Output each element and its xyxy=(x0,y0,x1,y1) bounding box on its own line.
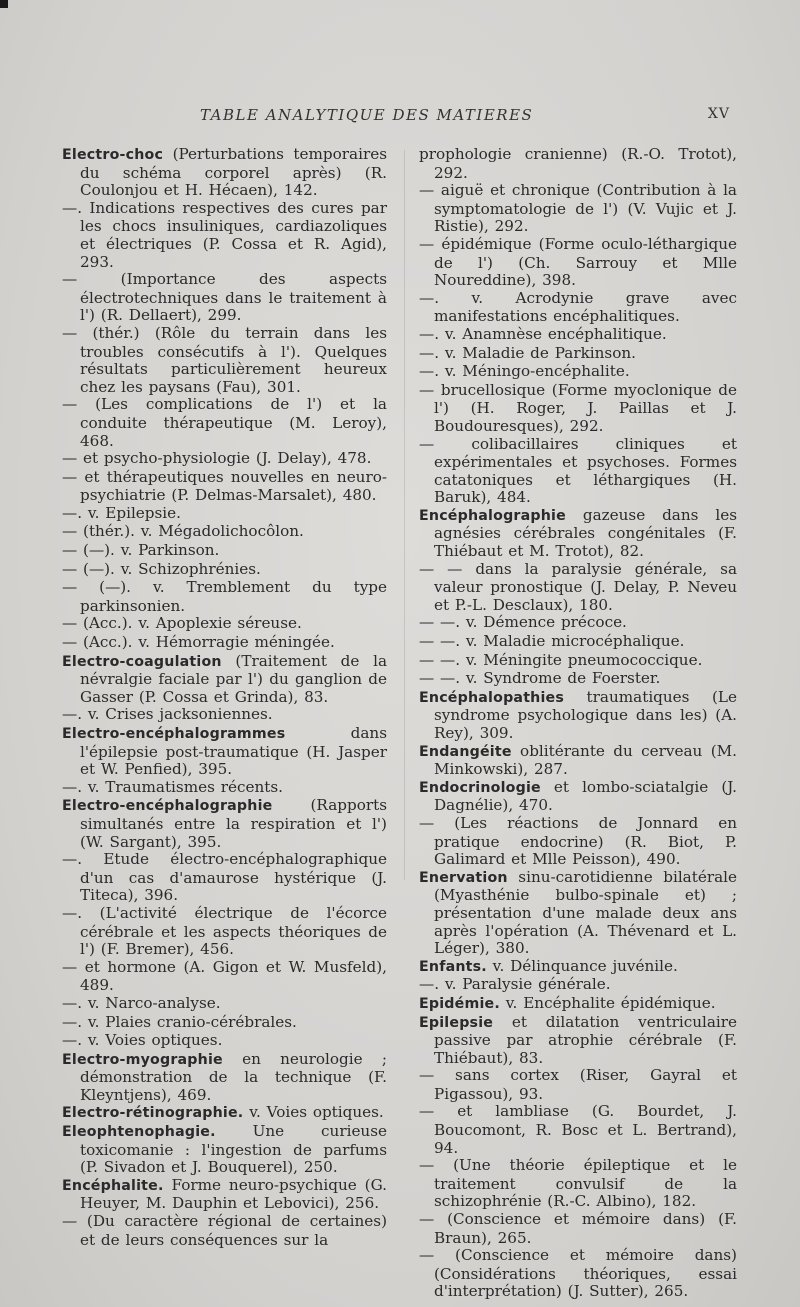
entry-heading: Epidémie. xyxy=(419,995,500,1012)
index-entry xyxy=(62,505,387,524)
entry-heading: Electro-rétinographie. xyxy=(62,1105,244,1122)
entry-heading: Encéphalite. xyxy=(62,1177,164,1194)
entry-text: — aiguë et chronique (Contribution à la symptomatologie de l') (V. Vujic et J. Ristie), 292. xyxy=(419,181,737,236)
entry-text: — (—). v. Tremblement du type parkinsonien. xyxy=(62,578,387,615)
index-entry xyxy=(419,689,737,743)
index-entry xyxy=(62,905,387,959)
entry-text: —. v. Acrodynie grave avec manifestations encéphalitiques. xyxy=(419,288,737,326)
entry-text: traumatiques (Le syndrome psychologique dans les) (A. Rey), 309. xyxy=(434,687,737,742)
index-entry xyxy=(419,326,737,345)
entry-text: Forme neuro-psychique (G. Heuyer, M. Dauphin et Lebovici), 256. xyxy=(80,1175,387,1213)
index-entry xyxy=(419,1211,737,1247)
index-entry xyxy=(419,345,737,364)
index-entry xyxy=(419,382,737,436)
entry-text: (Traitement de la névralgie faciale par l') du ganglion de Gasser (P. Cossa et Grinda), 83. xyxy=(80,651,387,706)
index-entry xyxy=(419,1014,737,1068)
entry-heading: Endangéite xyxy=(419,743,512,760)
index-entry xyxy=(419,236,737,290)
index-entry xyxy=(62,634,387,653)
entry-text: —. (L'activité électrique de l'écorce cérébrale et les aspects théoriques de l') (F. Bremer), 456. xyxy=(62,903,387,959)
index-entry xyxy=(419,670,737,689)
entry-text: —. v. Epilepsie. xyxy=(62,503,181,522)
entry-text: — —. v. Maladie microcéphalique. xyxy=(419,632,685,651)
entry-heading: Eleophtenophagie. xyxy=(62,1124,216,1141)
entry-text: —. v. Traumatismes récents. xyxy=(62,777,283,796)
index-entry xyxy=(419,561,737,615)
entry-heading: Electro-choc xyxy=(62,147,164,163)
entry-heading: Electro-coagulation xyxy=(62,653,222,670)
index-entry xyxy=(62,995,387,1014)
entry-text: — (Importance des aspects électrotechniques dans le traitement à l') (R. Dellaert), 299. xyxy=(62,270,387,325)
index-entry xyxy=(62,1051,387,1105)
entry-text: — —. v. Méningite pneumococcique. xyxy=(419,650,703,669)
index-entry xyxy=(419,1103,737,1157)
entry-text: et dilatation ventriculaire passive par atrophie cérébrale (F. Thiébaut), 83. xyxy=(434,1012,737,1067)
index-entry xyxy=(62,706,387,725)
index-entry xyxy=(419,779,737,815)
index-entry xyxy=(62,797,387,851)
entry-text: —. v. Narco-analyse. xyxy=(62,993,221,1012)
index-entry xyxy=(419,652,737,671)
index-entry xyxy=(62,271,387,325)
index-entry xyxy=(62,200,387,271)
entry-text: — et thérapeutiques nouvelles en neuro-psychiatrie (P. Delmas-Marsalet), 480. xyxy=(62,467,387,505)
entry-text: oblitérante du cerveau (M. Minkowski), 287. xyxy=(434,741,737,779)
entry-text: —. v. Méningo-encéphalite. xyxy=(419,362,630,381)
entry-heading: Electro-myographie xyxy=(62,1051,223,1068)
index-entry xyxy=(62,146,387,200)
index-entry xyxy=(419,146,737,182)
entry-text: —. Etude électro-encéphalographique d'un cas d'amaurose hystérique (J. Titeca), 396. xyxy=(62,850,387,905)
entry-text: —. v. Plaies cranio-cérébrales. xyxy=(62,1012,297,1031)
entry-text: — sans cortex (Riser, Gayral et Pigassou), 93. xyxy=(419,1066,737,1103)
scan-corner-mark xyxy=(0,0,8,8)
entry-text: (Rapports simultanés entre la respiration et l') (W. Sargant), 395. xyxy=(80,796,387,851)
index-entry xyxy=(62,396,387,450)
index-column-left xyxy=(62,146,387,1249)
index-entry xyxy=(62,653,387,707)
index-entry xyxy=(419,815,737,869)
entry-text: — (Les complications de l') et la conduite thérapeutique (M. Leroy), 468. xyxy=(62,395,387,450)
entry-heading: Electro-encéphalogrammes xyxy=(62,726,286,742)
index-entry xyxy=(419,869,737,958)
entry-text: —. v. Anamnèse encéphalitique. xyxy=(419,324,667,343)
entry-text: — et psycho-physiologie (J. Delay), 478. xyxy=(62,449,372,468)
entry-text: — colibacillaires cliniques et expérimentales et psychoses. Formes catatoniques et léthargiques (H. Baruk), 484. xyxy=(419,434,737,507)
entry-heading: Enervation xyxy=(419,869,508,886)
index-entry xyxy=(419,182,737,236)
entry-text: prophologie cranienne) (R.-O. Trotot), 292. xyxy=(419,145,737,182)
index-entry xyxy=(419,743,737,779)
entry-text: — (Acc.). v. Hémorragie méningée. xyxy=(62,633,335,652)
entry-text: —. v. Crises jacksoniennes. xyxy=(62,705,273,724)
entry-text: — (Acc.). v. Apoplexie séreuse. xyxy=(62,614,302,633)
index-entry xyxy=(62,469,387,505)
entry-text: — (Conscience et mémoire dans) (F. Braun), 265. xyxy=(419,1210,737,1247)
index-entry xyxy=(419,1157,737,1211)
entry-text: — épidémique (Forme oculo-léthargique de l') (Ch. Sarrouy et Mlle Noureddine), 398. xyxy=(419,234,737,290)
index-entry xyxy=(419,958,737,977)
entry-heading: Epilepsie xyxy=(419,1014,494,1031)
entry-text: —. v. Paralysie générale. xyxy=(419,975,611,994)
entry-text: — (—). v. Schizophrénies. xyxy=(62,559,261,578)
entry-heading: Electro-encéphalographie xyxy=(62,798,273,815)
index-entry xyxy=(419,633,737,652)
entry-text: —. Indications respectives des cures par les chocs insuliniques, cardiazoliques et électriques (P. Cossa et R. Agid), 293. xyxy=(62,198,387,271)
index-entry xyxy=(62,779,387,798)
entry-text: — —. v. Syndrome de Foerster. xyxy=(419,669,661,688)
column-divider xyxy=(404,150,405,880)
running-title: TABLE ANALYTIQUE DES MATIERES xyxy=(200,106,534,124)
entry-heading: Endocrinologie xyxy=(419,779,541,796)
index-entry xyxy=(419,290,737,326)
index-entry xyxy=(62,615,387,634)
index-entry xyxy=(62,1104,387,1123)
entry-text: v. Voies optiques. xyxy=(243,1103,384,1122)
index-entry xyxy=(62,851,387,905)
index-entry xyxy=(419,363,737,382)
entry-text: — (Du caractère régional de certaines) et de leurs conséquences sur la xyxy=(62,1212,387,1249)
entry-text: — (Une théorie épileptique et le traitement convulsif de la schizophrénie (R.-C. Albino), 182. xyxy=(419,1156,737,1211)
index-entry xyxy=(62,1123,387,1177)
entry-text: v. Délinquance juvénile. xyxy=(486,956,678,975)
index-entry xyxy=(419,507,737,561)
index-entry xyxy=(419,1247,737,1301)
entry-heading: Encéphalopathies xyxy=(419,689,565,706)
index-column-right xyxy=(419,146,737,1301)
entry-text: — et hormone (A. Gigon et W. Musfeld), 489. xyxy=(62,957,387,995)
entry-heading: Encéphalographie xyxy=(419,507,566,524)
index-entry xyxy=(62,542,387,561)
entry-text: — et lambliase (G. Bourdet, J. Boucomont, R. Bosc et L. Bertrand), 94. xyxy=(419,1102,737,1157)
entry-text: Une curieuse toxicomanie : l'ingestion de parfums (P. Sivadon et J. Bouquerel), 250. xyxy=(80,1122,387,1177)
entry-heading: Enfants. xyxy=(419,958,487,975)
index-entry xyxy=(62,725,387,779)
entry-text: — — dans la paralysie générale, sa valeur pronostique (J. Delay, P. Neveu et P.-L. Desclaux), 180. xyxy=(419,559,737,614)
index-entry xyxy=(419,1067,737,1103)
entry-text: v. Encéphalite épidémique. xyxy=(499,993,716,1012)
page-number: XV xyxy=(707,106,730,122)
entry-text: sinu-carotidienne bilatérale (Myasthénie bulbo-spinale et) ; présentation d'une malade deux ans après l'opération (A. Thévenard et L. Léger), 380. xyxy=(434,867,737,958)
entry-text: — —. v. Démence précoce. xyxy=(419,613,627,632)
entry-text: —. v. Maladie de Parkinson. xyxy=(419,343,636,362)
index-entry xyxy=(419,614,737,633)
index-entry xyxy=(62,450,387,469)
entry-text: — (thér.). v. Mégadolichocôlon. xyxy=(62,522,304,541)
index-entry xyxy=(419,436,737,507)
index-entry xyxy=(419,976,737,995)
index-entry xyxy=(62,1213,387,1249)
index-entry xyxy=(62,325,387,396)
entry-text: — (Conscience et mémoire dans) (Considérations théoriques, essai d'interprétation) (J. Sutter), 265. xyxy=(419,1246,737,1301)
entry-text: et lombo-sciatalgie (J. Dagnélie), 470. xyxy=(434,777,737,815)
index-entry xyxy=(62,579,387,615)
entry-text: dans l'épilepsie post-traumatique (H. Jasper et W. Penfied), 395. xyxy=(80,724,387,779)
entry-text: — (—). v. Parkinson. xyxy=(62,541,220,560)
entry-text: —. v. Voies optiques. xyxy=(62,1031,223,1050)
entry-text: (Perturbations temporaires du schéma corporel après) (R. Coulonjou et H. Hécaen), 142. xyxy=(80,145,387,200)
index-entry xyxy=(62,1014,387,1033)
index-entry xyxy=(62,1177,387,1213)
entry-text: — (Les réactions de Jonnard en pratique endocrine) (R. Biot, P. Galimard et Mlle Peisson), 490. xyxy=(419,813,737,869)
entry-text: — brucellosique (Forme myoclonique de l') (H. Roger, J. Paillas et J. Boudouresques), 292. xyxy=(419,380,737,435)
entry-text: gazeuse dans les agnésies cérébrales congénitales (F. Thiébaut et M. Trotot), 82. xyxy=(434,505,737,561)
index-entry xyxy=(419,995,737,1014)
index-entry xyxy=(62,561,387,580)
entry-text: en neurologie ; démonstration de la technique (F. Kleyntjens), 469. xyxy=(80,1049,387,1104)
index-entry xyxy=(62,523,387,542)
entry-text: — (thér.) (Rôle du terrain dans les troubles consécutifs à l'). Quelques résultats particulièrement heureux chez les paysans (Fau), 301. xyxy=(62,323,387,396)
index-entry xyxy=(62,959,387,995)
index-entry xyxy=(62,1032,387,1051)
